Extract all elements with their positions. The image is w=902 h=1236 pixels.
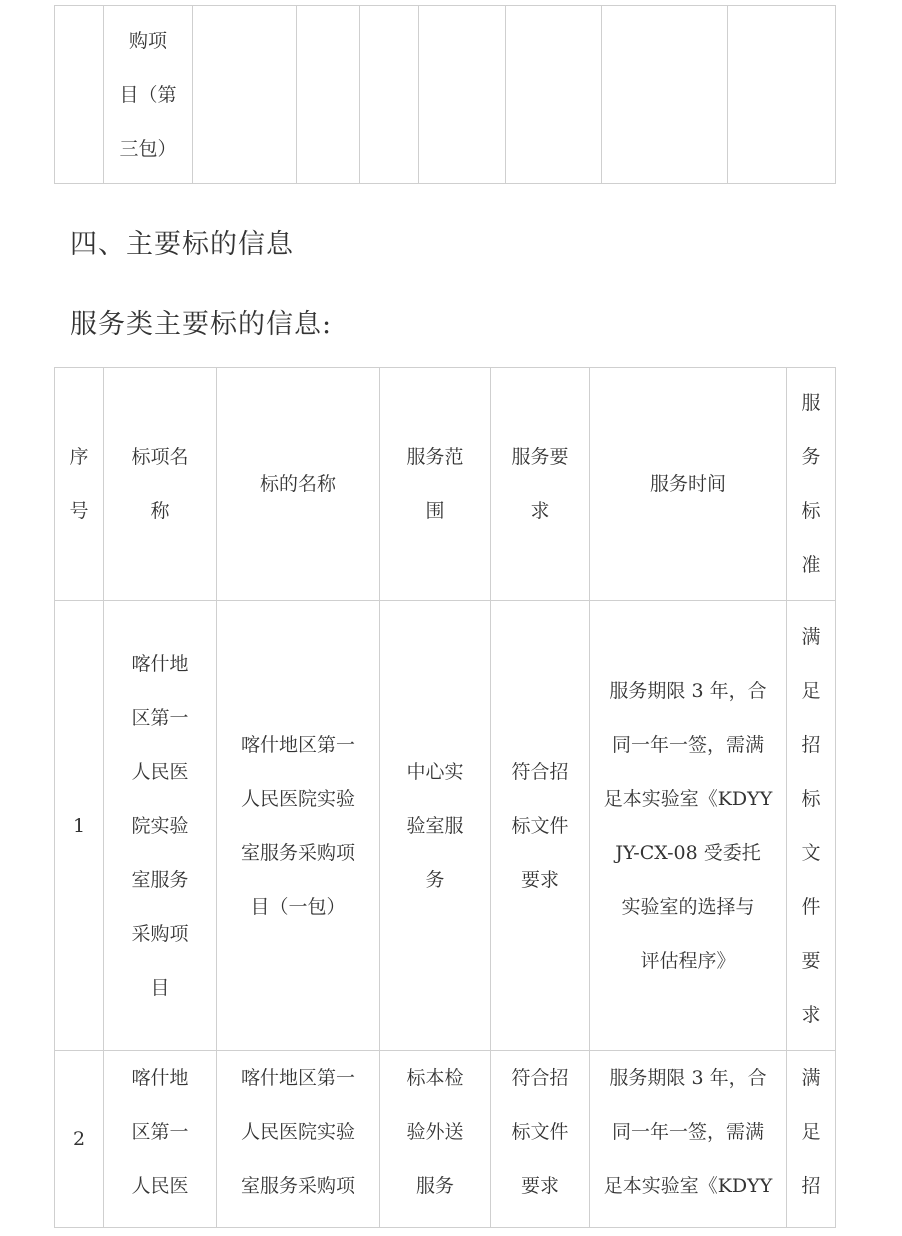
table-cell — [728, 6, 836, 184]
row2-service-scope: 标本检 验外送 服务 — [380, 1051, 491, 1228]
row2-subject-name: 喀什地区第一 人民医院实验 室服务采购项 — [217, 1051, 380, 1228]
row1-item-name: 喀什地 区第一 人民医 院实验 室服务 采购项 目 — [104, 601, 217, 1051]
row1-service-time: 服务期限 3 年，合 同一年一签，需满 足本实验室《KDYY JY-CX-08 受委托 实验室的选择与 评估程序》 — [590, 601, 787, 1051]
row2-service-requirement: 符合招 标文件 要求 — [491, 1051, 590, 1228]
table-cell — [297, 6, 360, 184]
previous-page-table — [54, 5, 836, 184]
header-service-requirement: 服务要 求 — [491, 368, 590, 601]
table-cell — [55, 6, 104, 184]
row2-seq: 2 — [55, 1051, 104, 1228]
table-row — [55, 6, 836, 184]
row1-seq: 1 — [55, 601, 104, 1051]
header-service-time: 服务时间 — [590, 368, 787, 601]
section-heading: 四、主要标的信息 — [70, 229, 294, 260]
row2-item-name: 喀什地 区第一 人民医 — [104, 1051, 217, 1228]
header-service-standard: 服 务 标 准 — [787, 368, 836, 601]
table-cell — [506, 6, 602, 184]
header-subject-name: 标的名称 — [217, 368, 380, 601]
table-cell — [602, 6, 728, 184]
header-seq: 序 号 — [55, 368, 104, 601]
table-cell — [419, 6, 506, 184]
row1-service-standard: 满 足 招 标 文 件 要 求 — [787, 601, 836, 1051]
table-header-row — [55, 368, 836, 601]
table-row — [55, 1051, 836, 1228]
table-cell — [193, 6, 297, 184]
header-item-name: 标项名 称 — [104, 368, 217, 601]
table-row — [55, 601, 836, 1051]
section-subheading: 服务类主要标的信息: — [70, 309, 333, 340]
service-subject-table — [54, 367, 836, 1228]
table-cell — [360, 6, 419, 184]
header-service-scope: 服务范 围 — [380, 368, 491, 601]
row1-service-requirement: 符合招 标文件 要求 — [491, 601, 590, 1051]
row2-service-standard: 满 足 招 — [787, 1051, 836, 1228]
row1-service-scope: 中心实 验室服 务 — [380, 601, 491, 1051]
row1-subject-name: 喀什地区第一 人民医院实验 室服务采购项 目（一包） — [217, 601, 380, 1051]
row2-service-time: 服务期限 3 年，合 同一年一签，需满 足本实验室《KDYY — [590, 1051, 787, 1228]
item-name-cell: 购项 目（第 三包） — [104, 6, 193, 184]
